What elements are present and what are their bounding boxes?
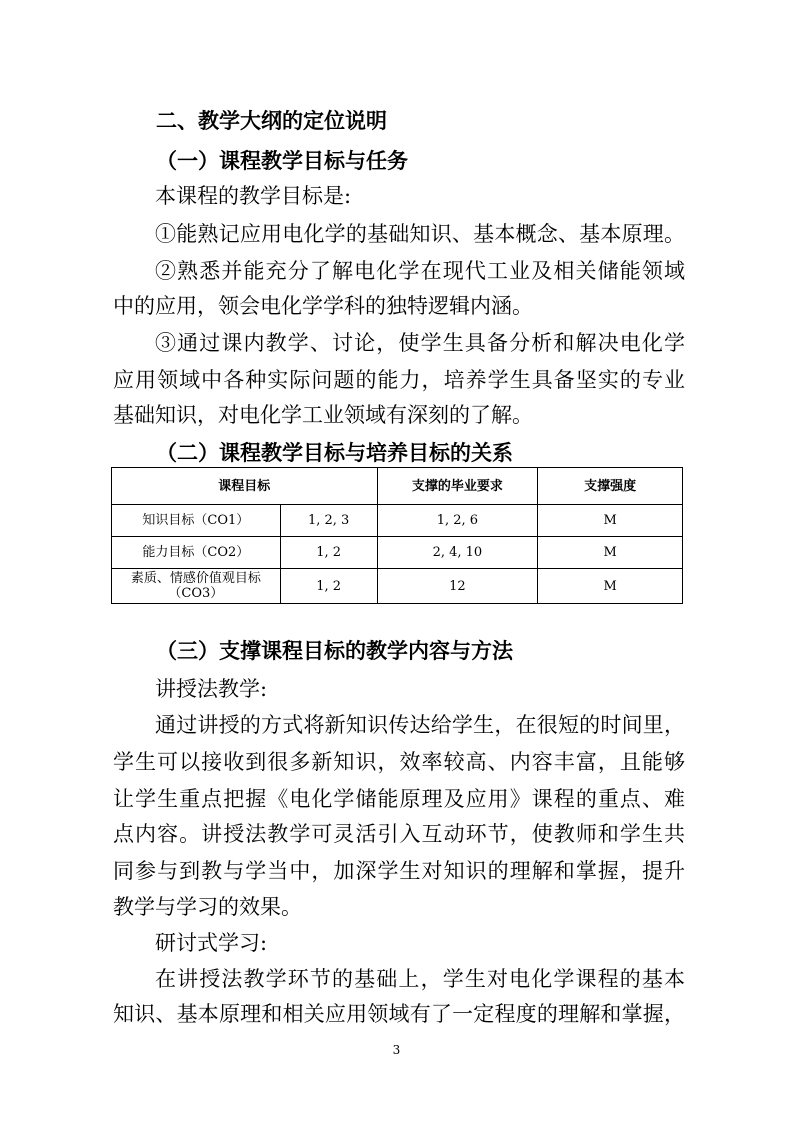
method-2-line-2: 知识、基本原理和相关应用领域有了一定程度的理解和掌握， [113, 1002, 685, 1026]
header-graduation-requirement: 支撑的毕业要求 [377, 468, 538, 505]
objective-item-3-line-2: 应用领域中各种实际问题的能力，培养学生具备坚实的专业 [113, 368, 685, 392]
goals-table [111, 467, 683, 604]
requirement-cell: 1, 2, 6 [377, 505, 538, 537]
method-1-line-2: 学生可以接收到很多新知识，效率较高、内容丰富，且能够 [113, 750, 685, 774]
objective-item-3-line-1: ③通过课内教学、讨论，使学生具备分析和解决电化学 [155, 331, 685, 355]
indicator-cell: 1, 2, 3 [280, 505, 377, 537]
table-row [112, 505, 683, 537]
method-1-title: 讲授法教学: [155, 677, 268, 701]
method-1-line-6: 教学与学习的效果。 [113, 895, 302, 919]
indicator-cell: 1, 2 [280, 569, 377, 604]
indicator-cell: 1, 2 [280, 537, 377, 569]
subsection-title-2: （二）课程教学目标与培养目标的关系 [156, 441, 513, 465]
requirement-cell: 12 [377, 569, 538, 604]
objective-item-2-line-2: 中的应用，领会电化学学科的独特逻辑内涵。 [113, 294, 533, 318]
method-2-title: 研讨式学习: [155, 931, 268, 955]
table-header-row [112, 468, 683, 505]
method-1-line-1: 通过讲授的方式将新知识传达给学生，在很短的时间里， [155, 713, 685, 737]
goal-cell: 知识目标（CO1） [112, 505, 281, 537]
objective-item-3-line-3: 基础知识，对电化学工业领域有深刻的了解。 [113, 403, 533, 427]
goal-cell: 能力目标（CO2） [112, 537, 281, 569]
method-1-line-3: 让学生重点把握《电化学储能原理及应用》课程的重点、难 [113, 787, 685, 811]
table-row [112, 537, 683, 569]
method-1-line-4: 点内容。讲授法教学可灵活引入互动环节，使教师和学生共 [113, 822, 685, 846]
strength-cell: M [538, 569, 683, 604]
header-support-strength: 支撑强度 [538, 468, 683, 505]
objective-intro: 本课程的教学目标是: [155, 184, 352, 208]
table-row [112, 569, 683, 604]
section-title: 二、教学大纲的定位说明 [156, 109, 387, 133]
objective-item-2-line-1: ②熟悉并能充分了解电化学在现代工业及相关储能领域 [155, 259, 685, 283]
subsection-title-3: （三）支撑课程目标的教学内容与方法 [156, 639, 513, 663]
header-course-goal: 课程目标 [112, 468, 378, 505]
subsection-title-1: （一）课程教学目标与任务 [156, 149, 408, 173]
page-number: 3 [392, 1043, 401, 1057]
objective-item-1-line-1: ①能熟记应用电化学的基础知识、基本概念、基本原理。 [155, 222, 685, 246]
method-1-line-5: 同参与到教与学当中，加深学生对知识的理解和掌握，提升 [113, 859, 685, 883]
requirement-cell: 2, 4, 10 [377, 537, 538, 569]
goal-cell: 素质、情感价值观目标（CO3） [112, 569, 281, 604]
strength-cell: M [538, 537, 683, 569]
method-2-line-1: 在讲授法教学环节的基础上，学生对电化学课程的基本 [155, 967, 685, 991]
strength-cell: M [538, 505, 683, 537]
